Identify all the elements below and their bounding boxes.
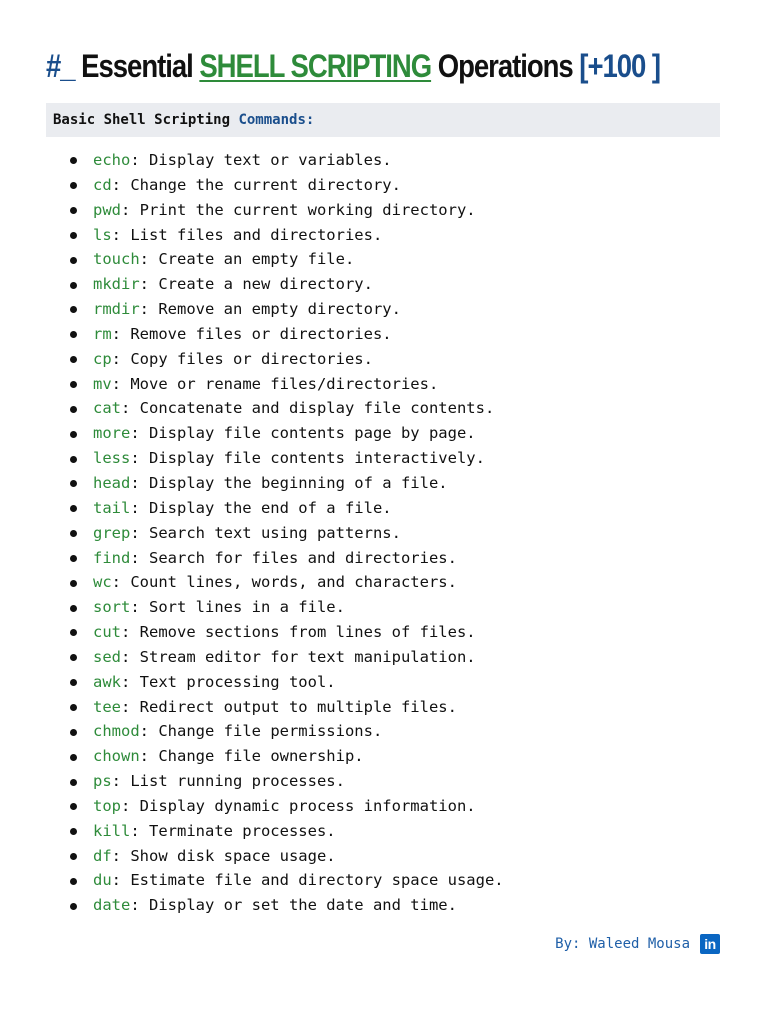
bullet-icon — [70, 505, 77, 512]
bullet-icon — [70, 356, 77, 363]
command-description: : Display file contents interactively. — [130, 449, 485, 468]
list-item — [70, 247, 504, 272]
command-name: chown — [93, 747, 140, 766]
section-accent: Commands: — [238, 112, 315, 128]
command-description: : Text processing tool. — [121, 672, 336, 691]
list-item — [70, 719, 504, 744]
command-name: mkdir — [93, 275, 140, 294]
command-name: tee — [93, 697, 121, 716]
list-item — [70, 272, 504, 297]
list-item — [70, 844, 504, 869]
command-description: : Copy files or directories. — [111, 349, 373, 368]
list-item — [70, 446, 504, 471]
command-name: wc — [93, 573, 112, 592]
list-item — [70, 521, 504, 546]
title-prefix: #_ — [46, 48, 75, 84]
command-description: : Search for files and directories. — [130, 548, 457, 567]
command-name: kill — [93, 821, 131, 840]
command-name: chmod — [93, 722, 140, 741]
list-item — [70, 496, 504, 521]
command-description: : Redirect output to multiple files. — [121, 697, 457, 716]
bullet-icon — [70, 878, 77, 885]
command-description: : List files and directories. — [111, 225, 383, 244]
title-word-essential: Essential — [81, 48, 193, 84]
section-header — [46, 103, 720, 137]
bullet-icon — [70, 456, 77, 463]
command-name: ls — [93, 225, 112, 244]
command-name: mv — [93, 374, 112, 393]
list-item — [70, 421, 504, 446]
bullet-icon — [70, 381, 77, 388]
bullet-icon — [70, 779, 77, 786]
bullet-icon — [70, 704, 77, 711]
command-name: ps — [93, 772, 112, 791]
bullet-icon — [70, 207, 77, 214]
list-item — [70, 471, 504, 496]
list-item — [70, 173, 504, 198]
command-description: : Search text using patterns. — [130, 523, 401, 542]
bullet-icon — [70, 306, 77, 313]
command-name: more — [93, 424, 131, 443]
list-item — [70, 198, 504, 223]
author-byline: By: Waleed Mousa — [555, 936, 690, 952]
list-item — [70, 595, 504, 620]
list-item — [70, 645, 504, 670]
list-item — [70, 893, 504, 918]
command-list — [70, 148, 504, 918]
command-name: pwd — [93, 200, 121, 219]
bullet-icon — [70, 182, 77, 189]
bullet-icon — [70, 530, 77, 537]
command-description: : Stream editor for text manipulation. — [121, 647, 476, 666]
command-name: cut — [93, 623, 121, 642]
list-item — [70, 819, 504, 844]
command-description: : Change file ownership. — [139, 747, 364, 766]
list-item — [70, 695, 504, 720]
bullet-icon — [70, 679, 77, 686]
list-item — [70, 372, 504, 397]
list-item — [70, 322, 504, 347]
bullet-icon — [70, 555, 77, 562]
list-item — [70, 297, 504, 322]
bullet-icon — [70, 580, 77, 587]
title-word-operations: Operations — [437, 48, 573, 84]
bullet-icon — [70, 232, 77, 239]
command-name: sed — [93, 647, 121, 666]
list-item — [70, 744, 504, 769]
command-description: : Remove files or directories. — [111, 324, 392, 343]
command-description: : Display the end of a file. — [130, 498, 392, 517]
command-name: head — [93, 473, 131, 492]
command-description: : Sort lines in a file. — [130, 598, 345, 617]
bullet-icon — [70, 331, 77, 338]
list-item — [70, 570, 504, 595]
title-highlight: SHELL SCRIPTING — [199, 48, 432, 84]
command-description: : Estimate file and directory space usage. — [111, 871, 504, 890]
command-description: : Change file permissions. — [139, 722, 383, 741]
bullet-icon — [70, 803, 77, 810]
command-name: tail — [93, 498, 131, 517]
command-description: : Change the current directory. — [111, 175, 401, 194]
command-description: : List running processes. — [111, 772, 345, 791]
list-item — [70, 347, 504, 372]
list-item — [70, 670, 504, 695]
section-label: Basic Shell Scripting — [53, 112, 231, 128]
command-description: : Print the current working directory. — [121, 200, 476, 219]
command-name: grep — [93, 523, 131, 542]
bullet-icon — [70, 654, 77, 661]
bullet-icon — [70, 157, 77, 164]
command-description: : Display file contents page by page. — [130, 424, 476, 443]
bullet-icon — [70, 257, 77, 264]
command-name: touch — [93, 250, 140, 269]
command-description: : Move or rename files/directories. — [111, 374, 439, 393]
list-item — [70, 546, 504, 571]
bullet-icon — [70, 754, 77, 761]
command-description: : Terminate processes. — [130, 821, 336, 840]
command-name: find — [93, 548, 131, 567]
page-title — [46, 44, 660, 88]
linkedin-icon[interactable]: in — [700, 934, 720, 954]
command-name: rm — [93, 324, 112, 343]
command-description: : Display or set the date and time. — [130, 896, 457, 915]
command-name: cd — [93, 175, 112, 194]
command-name: top — [93, 796, 121, 815]
command-name: du — [93, 871, 112, 890]
command-name: awk — [93, 672, 121, 691]
command-name: echo — [93, 151, 131, 169]
bullet-icon — [70, 431, 77, 438]
command-name: date — [93, 896, 131, 915]
list-item — [70, 769, 504, 794]
command-description: : Display text or variables. — [130, 151, 392, 169]
bullet-icon — [70, 480, 77, 487]
bullet-icon — [70, 406, 77, 413]
command-description: : Display the beginning of a file. — [130, 473, 448, 492]
command-description: : Concatenate and display file contents. — [121, 399, 495, 418]
list-item — [70, 620, 504, 645]
command-name: df — [93, 846, 112, 865]
command-name: sort — [93, 598, 131, 617]
list-item — [70, 868, 504, 893]
list-item — [70, 148, 504, 173]
command-description: : Remove sections from lines of files. — [121, 623, 476, 642]
command-description: : Create a new directory. — [139, 275, 373, 294]
bullet-icon — [70, 903, 77, 910]
command-name: cat — [93, 399, 121, 418]
list-item — [70, 396, 504, 421]
bullet-icon — [70, 828, 77, 835]
bullet-icon — [70, 853, 77, 860]
list-item — [70, 794, 504, 819]
bullet-icon — [70, 282, 77, 289]
bullet-icon — [70, 729, 77, 736]
command-description: : Remove an empty directory. — [139, 300, 401, 319]
command-description: : Show disk space usage. — [111, 846, 336, 865]
command-name: less — [93, 449, 131, 468]
command-description: : Count lines, words, and characters. — [111, 573, 457, 592]
list-item — [70, 223, 504, 248]
command-name: cp — [93, 349, 112, 368]
command-name: rmdir — [93, 300, 140, 319]
title-count-badge: [+100 ] — [579, 48, 661, 84]
command-description: : Display dynamic process information. — [121, 796, 476, 815]
command-description: : Create an empty file. — [139, 250, 355, 269]
bullet-icon — [70, 605, 77, 612]
footer — [555, 934, 720, 954]
bullet-icon — [70, 629, 77, 636]
